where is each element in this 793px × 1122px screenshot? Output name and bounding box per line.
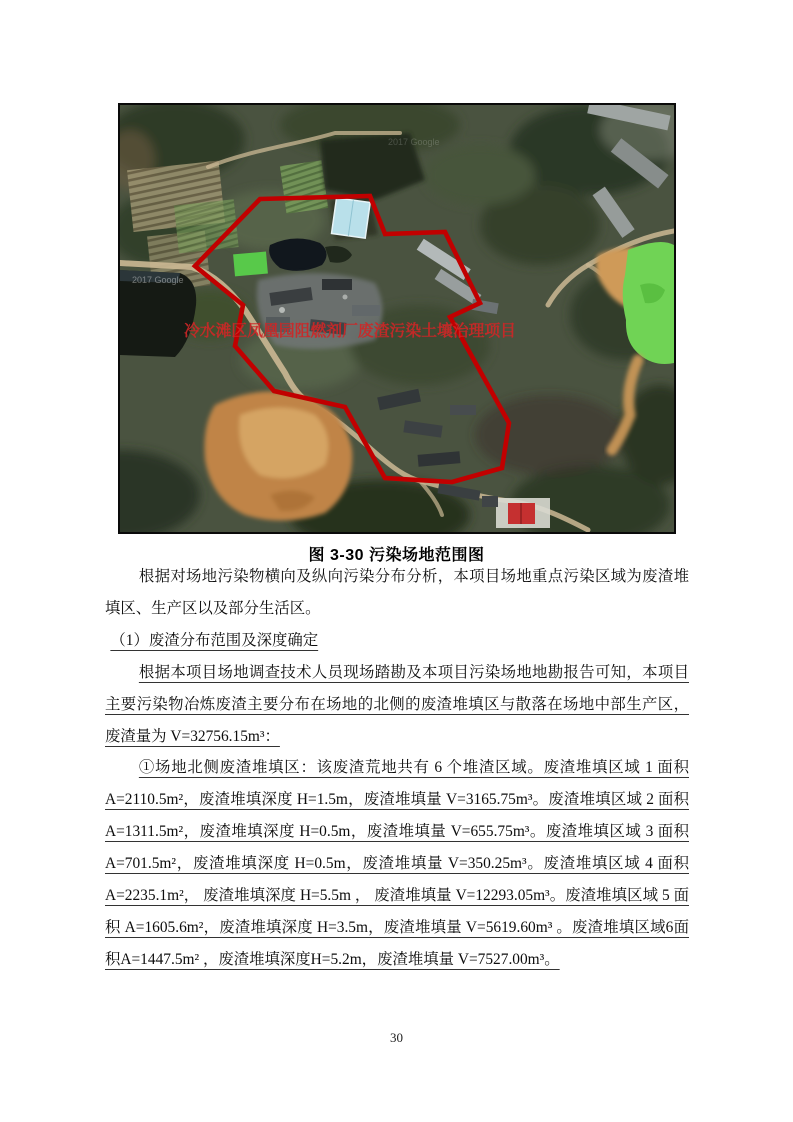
bare-soil xyxy=(204,392,352,521)
paragraph-overview: 根据对场地污染物横向及纵向污染分布分析，本项目场地重点污染区域为废渣堆填区、生产区以及部分生活区。 xyxy=(105,568,689,617)
satellite-image xyxy=(120,105,674,532)
green-field xyxy=(233,252,268,277)
body-text xyxy=(105,561,689,976)
garden-patch xyxy=(280,160,328,213)
paragraph-slag-volume: 根据本项目场地调查技术人员现场踏勘及本项目污染场地地勘报告可知，本项目主要污染物冶炼废渣主要分布在场地的北侧的废渣堆填区与散落在场地中部生产区，废渣量为 V=32756.15m³： xyxy=(105,663,689,745)
google-credit-text-2: 2017 Google xyxy=(388,137,440,147)
cyan-roof-building xyxy=(332,198,371,238)
google-credit-text: 2017 Google xyxy=(132,275,184,285)
page-number: 30 xyxy=(390,1030,403,1045)
project-watermark-text: 冷水滩区凤凰园阻燃剂厂废渣污染土壤治理项目 xyxy=(184,323,521,340)
satellite-figure xyxy=(118,103,676,534)
paragraph-slag-zones: ①场地北侧废渣堆填区：该废渣荒地共有 6 个堆渣区域。废渣堆填区域 1 面积A=2110.5m²，废渣堆填深度 H=1.5m，废渣堆填量 V=3165.75m³。废渣堆填区域 2 面积 A=1311.5m²，废渣堆填深度 H=0.5m，废渣堆填量 V=655.75m³。废渣堆填区域 3 面积 A=701.5m²，废渣堆填深度 H=0.5m，废渣堆填量 V=350.25m³。废渣堆填区域 4 面积 A=2235.1m²， 废渣堆填深度 H=5.5m ， 废渣堆填量 V=12293.05m³。废渣堆填区域 5 面积 A=1605.6m²，废渣堆填深度 H=3.5m，废渣堆填量 V=5619.60m³ 。废渣堆填区域6面积A=1447.5m² ，废渣堆填深度H=5.2m，废渣堆填量 V=7527.00m³。 xyxy=(105,759,689,968)
paragraph-section-heading: （1）废渣分布范围及深度确定 xyxy=(110,631,319,649)
figure-caption: 图 3-30 污染场地范围图 xyxy=(308,547,485,564)
